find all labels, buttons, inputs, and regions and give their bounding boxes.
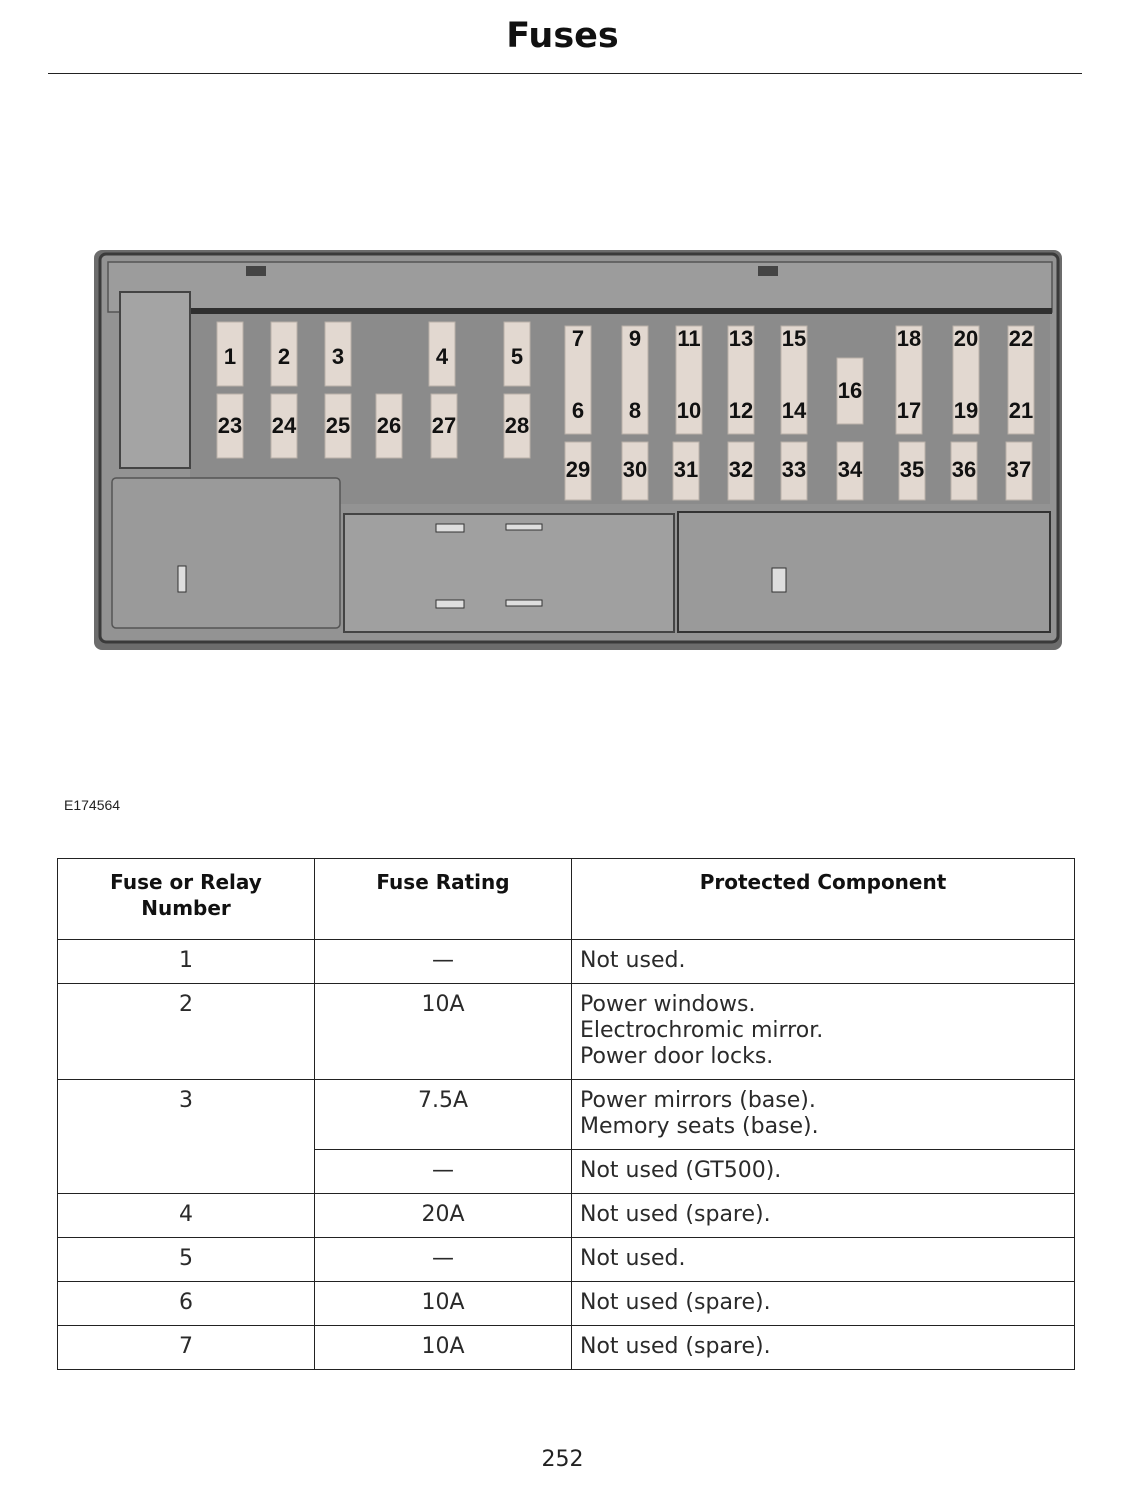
fuse-label: 1 <box>223 344 237 369</box>
fuse-label: 31 <box>673 457 699 482</box>
fuse-label: 33 <box>781 457 807 482</box>
header-fuse-number: Fuse or Relay Number <box>58 859 315 940</box>
header-fuse-rating: Fuse Rating <box>315 859 572 940</box>
protected-component <box>572 1238 1075 1282</box>
fuse-label: 16 <box>837 378 863 403</box>
fuse-number: 6 <box>58 1282 315 1326</box>
fuse-4 <box>429 322 455 386</box>
table-row <box>58 1080 1075 1150</box>
fuse-label: 37 <box>1006 457 1032 482</box>
component-line: Not used. <box>580 948 686 973</box>
fuse-number: 2 <box>58 984 315 1080</box>
fuse-rating: — <box>315 940 572 984</box>
component-line: Memory seats (base). <box>580 1114 819 1139</box>
fuse-label: 10 <box>676 398 702 423</box>
fuse-label: 12 <box>728 398 754 423</box>
table-header-row <box>58 859 1075 940</box>
fuse-label: 25 <box>325 413 351 438</box>
fuse-number: 3 <box>58 1080 315 1194</box>
fuse-31 <box>673 442 699 500</box>
fuse-rating: 10A <box>315 984 572 1080</box>
fuse-5 <box>504 322 530 386</box>
fuse-label: 30 <box>622 457 648 482</box>
fuse-35 <box>899 442 925 500</box>
component-line: Electrochromic mirror. <box>580 1018 824 1043</box>
latch <box>772 568 786 592</box>
lower-center-compartment <box>344 514 674 632</box>
fuse-label: 18 <box>896 326 922 351</box>
clip <box>758 266 778 276</box>
fuse-table <box>57 858 1075 1370</box>
fuse-label: 35 <box>899 457 925 482</box>
fuse-number: 4 <box>58 1194 315 1238</box>
fuse-rating: 10A <box>315 1326 572 1370</box>
table-row <box>58 984 1075 1080</box>
fuse-label: 24 <box>271 413 297 438</box>
fuse-label: 28 <box>504 413 530 438</box>
fuse-label: 27 <box>431 413 457 438</box>
fuse-bay-edge <box>186 308 1052 314</box>
fuse-26 <box>376 394 402 458</box>
fuse-29 <box>565 442 591 500</box>
component-line: Not used. <box>580 1246 686 1271</box>
component-line: Power door locks. <box>580 1044 774 1069</box>
fuse-number: 1 <box>58 940 315 984</box>
component-line: Power mirrors (base). <box>580 1088 816 1113</box>
latch <box>506 524 542 530</box>
fuse-33 <box>781 442 807 500</box>
component-line: Not used (spare). <box>580 1334 771 1359</box>
fuse-label: 11 <box>677 326 701 351</box>
fuse-label: 36 <box>951 457 977 482</box>
lower-left-compartment <box>112 478 340 628</box>
fuse-label: 22 <box>1008 326 1034 351</box>
fuse-label: 7 <box>571 326 585 351</box>
fuse-label: 13 <box>728 326 754 351</box>
fuse-24 <box>271 394 297 458</box>
protected-component <box>572 1326 1075 1370</box>
fuse-rating: 7.5A <box>315 1080 572 1150</box>
latch <box>178 566 186 592</box>
page-number: 252 <box>541 1447 584 1472</box>
protected-component <box>572 984 1075 1080</box>
component-line: Power windows. <box>580 992 756 1017</box>
protected-component <box>572 940 1075 984</box>
component-line: Not used (GT500). <box>580 1158 782 1183</box>
fuse-3 <box>325 322 351 386</box>
component-line: Not used (spare). <box>580 1202 771 1227</box>
title-divider <box>48 73 1082 74</box>
component-line: Not used (spare). <box>580 1290 771 1315</box>
latch <box>436 524 464 532</box>
table-row <box>58 1194 1075 1238</box>
fuse-label: 20 <box>953 326 979 351</box>
table-row <box>58 1282 1075 1326</box>
fuse-rating: — <box>315 1150 572 1194</box>
fuse-label: 15 <box>781 326 807 351</box>
protected-component <box>572 1080 1075 1150</box>
fuse-label: 29 <box>565 457 591 482</box>
fuse-34 <box>837 442 863 500</box>
fuse-label: 19 <box>953 398 979 423</box>
fuse-2 <box>271 322 297 386</box>
fuse-28 <box>504 394 530 458</box>
fuse-rating: 10A <box>315 1282 572 1326</box>
fuse-number: 5 <box>58 1238 315 1282</box>
latch <box>506 600 542 606</box>
protected-component <box>572 1194 1075 1238</box>
fuse-23 <box>217 394 243 458</box>
protected-component <box>572 1282 1075 1326</box>
fuse-rating: — <box>315 1238 572 1282</box>
figure-id: E174564 <box>64 797 121 813</box>
fuse-32 <box>728 442 754 500</box>
fuse-label: 21 <box>1008 398 1034 423</box>
protected-component <box>572 1150 1075 1194</box>
fuse-1 <box>217 322 243 386</box>
fuse-label: 5 <box>510 344 524 369</box>
fuse-rating: 20A <box>315 1194 572 1238</box>
table-row <box>58 1326 1075 1370</box>
fuse-label: 4 <box>435 344 449 369</box>
lower-right-compartment <box>678 512 1050 632</box>
fuse-36 <box>951 442 977 500</box>
fuse-label: 9 <box>628 326 642 351</box>
fuse-label: 14 <box>781 398 807 423</box>
fuse-label: 34 <box>837 457 863 482</box>
fuse-label: 3 <box>331 344 345 369</box>
left-block <box>120 292 190 468</box>
table-row <box>58 940 1075 984</box>
fuse-27 <box>431 394 457 458</box>
clip <box>246 266 266 276</box>
fuse-30 <box>622 442 648 500</box>
fuse-16 <box>837 358 863 424</box>
header-protected-component: Protected Component <box>572 859 1075 940</box>
fuse-label: 8 <box>628 398 642 423</box>
fuse-label: 2 <box>277 344 291 369</box>
table-row <box>58 1238 1075 1282</box>
fuse-label: 32 <box>728 457 754 482</box>
fuse-label: 23 <box>217 413 243 438</box>
fuse-label: 6 <box>571 398 585 423</box>
fuse-label: 17 <box>896 398 922 423</box>
latch <box>436 600 464 608</box>
fuse-panel-diagram <box>86 236 1066 666</box>
fuse-25 <box>325 394 351 458</box>
fuse-number: 7 <box>58 1326 315 1370</box>
fuse-37 <box>1006 442 1032 500</box>
page-title: Fuses <box>506 16 619 56</box>
fuse-label: 26 <box>376 413 402 438</box>
